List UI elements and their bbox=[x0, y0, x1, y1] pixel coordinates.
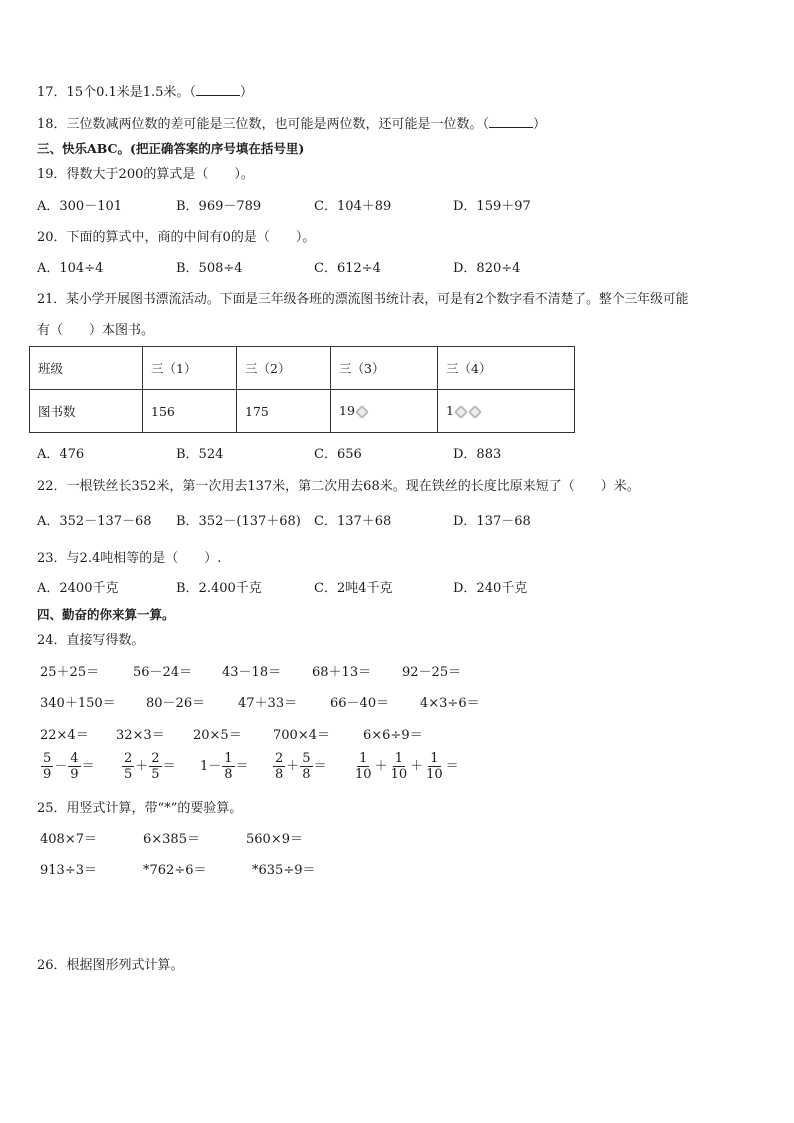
calc-item: 25＋25＝ bbox=[40, 665, 100, 680]
table-cell: 156 bbox=[143, 390, 237, 433]
section-4-heading: 四、勤奋的你来算一算。 bbox=[37, 607, 175, 622]
fraction-expr: 1－ $\frac{1}{8}$ ＝ bbox=[200, 751, 249, 782]
option-d[interactable]: D．883 bbox=[453, 447, 502, 462]
option-d[interactable]: D．820÷4 bbox=[453, 261, 521, 276]
fraction-expr: $\frac{2}{5}$ ＋ $\frac{2}{5}$ ＝ bbox=[124, 751, 176, 782]
calc-item: 22×4＝ bbox=[40, 728, 89, 743]
option-c[interactable]: C．612÷4 bbox=[314, 261, 381, 276]
calc-item: 913÷3＝ bbox=[40, 863, 97, 878]
fraction-expr: $\frac{1}{10}$ ＋ $\frac{1}{10}$ ＋ $\frac{1}{10}$ ＝ bbox=[355, 751, 459, 782]
question-21-line2: 有（ ）本图书。 bbox=[37, 323, 155, 338]
calc-item: 32×3＝ bbox=[116, 728, 165, 743]
calc-item: 56－24＝ bbox=[133, 665, 193, 680]
question-22: 22．一根铁丝长352米，第一次用去137米，第二次用去68米。现在铁丝的长度比原来短了（ ）米。 bbox=[37, 479, 640, 494]
option-b[interactable]: B．969－789 bbox=[176, 199, 262, 214]
calc-item: 80－26＝ bbox=[146, 696, 206, 711]
calc-item: 6×385＝ bbox=[143, 832, 200, 847]
fraction-expr: $\frac{2}{8}$ ＋ $\frac{5}{8}$ ＝ bbox=[275, 751, 327, 782]
table-cell bbox=[331, 390, 438, 433]
calc-item: 20×5＝ bbox=[193, 728, 242, 743]
question-23: 23．与2.4吨相等的是（ ）. bbox=[37, 551, 222, 566]
option-b[interactable]: B．2.400千克 bbox=[176, 581, 262, 596]
ink-blot-icon bbox=[454, 405, 468, 419]
option-a[interactable]: A．2400千克 bbox=[37, 581, 119, 596]
table-cell: 三（4） bbox=[438, 347, 575, 390]
calc-item: 43－18＝ bbox=[222, 665, 282, 680]
option-a[interactable]: A．476 bbox=[37, 447, 85, 462]
calc-item: 66－40＝ bbox=[330, 696, 390, 711]
table-cell bbox=[438, 390, 575, 433]
question-21-line1: 21．某小学开展图书漂流活动。下面是三年级各班的漂流图书统计表，可是有2个数字看不清楚了。整个三年级可能 bbox=[37, 292, 689, 307]
book-count-table bbox=[29, 346, 575, 433]
option-c[interactable]: C．656 bbox=[314, 447, 362, 462]
calc-item: 560×9＝ bbox=[246, 832, 303, 847]
table-cell: 班级 bbox=[30, 347, 143, 390]
calc-item: 4×3÷6＝ bbox=[420, 696, 480, 711]
question-17-text: 17．15个0.1米是1.5米。（ bbox=[37, 85, 196, 100]
calc-item: 6×6÷9＝ bbox=[363, 728, 423, 743]
question-18 bbox=[37, 115, 546, 134]
partial-number: 19 bbox=[339, 403, 355, 419]
calc-item: 340＋150＝ bbox=[40, 696, 116, 711]
question-17 bbox=[37, 83, 253, 102]
option-a[interactable]: A．104÷4 bbox=[37, 261, 104, 276]
calc-item: *762÷6＝ bbox=[143, 863, 207, 878]
option-a[interactable]: A．300－101 bbox=[37, 199, 123, 214]
option-a[interactable]: A．352－137－68 bbox=[37, 514, 152, 529]
question-18-text: 18．三位数减两位数的差可能是三位数，也可能是两位数，还可能是一位数。（ bbox=[37, 117, 490, 132]
ink-blot-icon bbox=[355, 405, 369, 419]
calc-item: 700×4＝ bbox=[273, 728, 330, 743]
option-b[interactable]: B．352－(137＋68) bbox=[176, 514, 301, 529]
table-cell: 175 bbox=[237, 390, 331, 433]
calc-item: 47＋33＝ bbox=[238, 696, 298, 711]
question-25: 25．用竖式计算，带“*”的要验算。 bbox=[37, 801, 243, 816]
answer-blank[interactable] bbox=[489, 115, 533, 128]
option-c[interactable]: C．104＋89 bbox=[314, 199, 392, 214]
ink-blot-icon bbox=[468, 405, 482, 419]
question-20: 20．下面的算式中，商的中间有0的是（ ）。 bbox=[37, 230, 316, 245]
table-cell: 三（2） bbox=[237, 347, 331, 390]
option-d[interactable]: D．137－68 bbox=[453, 514, 531, 529]
table-cell: 三（1） bbox=[143, 347, 237, 390]
table-header-row bbox=[30, 347, 575, 390]
table-row bbox=[30, 390, 575, 433]
question-24: 24．直接写得数。 bbox=[37, 633, 145, 648]
option-d[interactable]: D．159＋97 bbox=[453, 199, 531, 214]
calc-item: 408×7＝ bbox=[40, 832, 97, 847]
option-c[interactable]: C．137＋68 bbox=[314, 514, 392, 529]
partial-number: 1 bbox=[446, 403, 454, 419]
option-b[interactable]: B．508÷4 bbox=[176, 261, 243, 276]
option-d[interactable]: D．240千克 bbox=[453, 581, 528, 596]
table-cell: 图书数 bbox=[30, 390, 143, 433]
calc-item: *635÷9＝ bbox=[252, 863, 316, 878]
calc-item: 92－25＝ bbox=[402, 665, 462, 680]
section-3-heading: 三、快乐ABC。(把正确答案的序号填在括号里) bbox=[37, 141, 305, 156]
option-c[interactable]: C．2吨4千克 bbox=[314, 581, 393, 596]
question-19: 19．得数大于200的算式是（ ）。 bbox=[37, 167, 254, 182]
fraction-expr: $\frac{5}{9}$ － $\frac{4}{9}$ ＝ bbox=[43, 751, 95, 782]
table-cell: 三（3） bbox=[331, 347, 438, 390]
question-17-close: ） bbox=[239, 85, 253, 100]
question-26: 26．根据图形列式计算。 bbox=[37, 958, 184, 973]
option-b[interactable]: B．524 bbox=[176, 447, 224, 462]
answer-blank[interactable] bbox=[196, 83, 240, 96]
calc-item: 68＋13＝ bbox=[312, 665, 372, 680]
question-18-close: ） bbox=[533, 117, 547, 132]
